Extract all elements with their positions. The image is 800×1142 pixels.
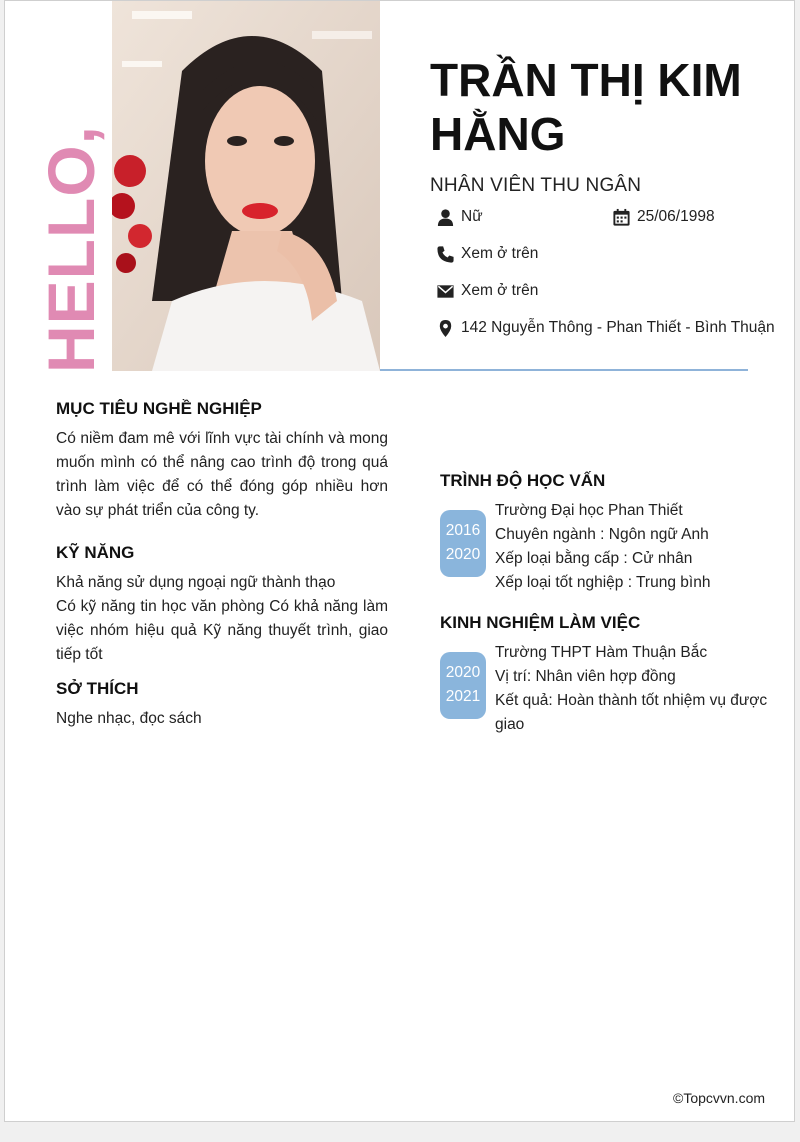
- education-title: TRÌNH ĐỘ HỌC VẤN: [440, 471, 606, 490]
- education-line: Xếp loại bằng cấp : Cử nhân: [495, 550, 693, 567]
- skills-list: [56, 571, 388, 667]
- profile-photo: [112, 1, 380, 371]
- experience-title: KINH NGHIỆM LÀM VIỆC: [440, 613, 641, 632]
- education-end-year: 2020: [445, 546, 481, 563]
- birthday-value: 25/06/1998: [637, 208, 715, 225]
- objective-text: Có niềm đam mê với lĩnh vực tài chính và mong muốn mình có thể nâng cao trình độ trong quá trình làm việc để có thể đóng góp nhiều hơn vào sự phát triển của công ty.: [56, 430, 388, 519]
- candidate-position: NHÂN VIÊN THU NGÂN: [430, 175, 642, 196]
- skill-item: Khả năng sử dụng ngoại ngữ thành thạo: [56, 574, 336, 591]
- birthday-info: [611, 207, 715, 227]
- education-start-year: 2016: [445, 522, 481, 539]
- candidate-name: TRẦN THỊ KIM HẰNG: [430, 54, 742, 160]
- experience-details: [495, 641, 785, 737]
- education-years-badge: [440, 510, 486, 577]
- envelope-icon: [435, 281, 455, 301]
- experience-end-year: 2021: [445, 688, 481, 705]
- address-value: 142 Nguyễn Thông - Phan Thiết - Bình Thuận: [461, 319, 775, 336]
- education-line: Trường Đại học Phan Thiết: [495, 502, 683, 519]
- calendar-icon: [611, 207, 631, 227]
- gender-value: Nữ: [461, 208, 483, 225]
- skill-item: Có kỹ năng tin học văn phòng Có khả năng làm việc nhóm hiệu quả Kỹ năng thuyết trình, giao tiếp tốt: [56, 598, 388, 663]
- address-info: [435, 318, 775, 338]
- skills-title: KỸ NĂNG: [56, 543, 135, 562]
- experience-line: Trường THPT Hàm Thuận Bắc: [495, 644, 708, 661]
- education-line: Chuyên ngành : Ngôn ngữ Anh: [495, 526, 709, 543]
- email-info: [435, 281, 538, 301]
- education-details: [495, 499, 785, 595]
- education-line: Xếp loại tốt nghiệp : Trung bình: [495, 574, 711, 591]
- hobbies-text: Nghe nhạc, đọc sách: [56, 710, 202, 727]
- experience-start-year: 2020: [445, 664, 481, 681]
- footer-credit: ©Topcvvn.com: [673, 1090, 766, 1106]
- experience-line: Vị trí: Nhân viên hợp đồng: [495, 668, 676, 685]
- cv-page: [4, 0, 795, 1122]
- experience-years-badge: [440, 652, 486, 719]
- person-icon: [435, 207, 455, 227]
- header-divider: [380, 369, 748, 371]
- phone-icon: [435, 244, 455, 264]
- gender-info: [435, 207, 483, 227]
- objective-title: MỤC TIÊU NGHỀ NGHIỆP: [56, 399, 262, 418]
- hobbies-title: SỞ THÍCH: [56, 679, 139, 698]
- hello-heading: HELLO,: [34, 125, 108, 373]
- location-pin-icon: [435, 318, 455, 338]
- phone-info: [435, 244, 538, 264]
- profile-photo-illustration: [112, 1, 380, 371]
- email-value: Xem ở trên: [461, 282, 539, 299]
- experience-line: Kết quả: Hoàn thành tốt nhiệm vụ được giao: [495, 692, 768, 733]
- phone-value: Xem ở trên: [461, 245, 539, 262]
